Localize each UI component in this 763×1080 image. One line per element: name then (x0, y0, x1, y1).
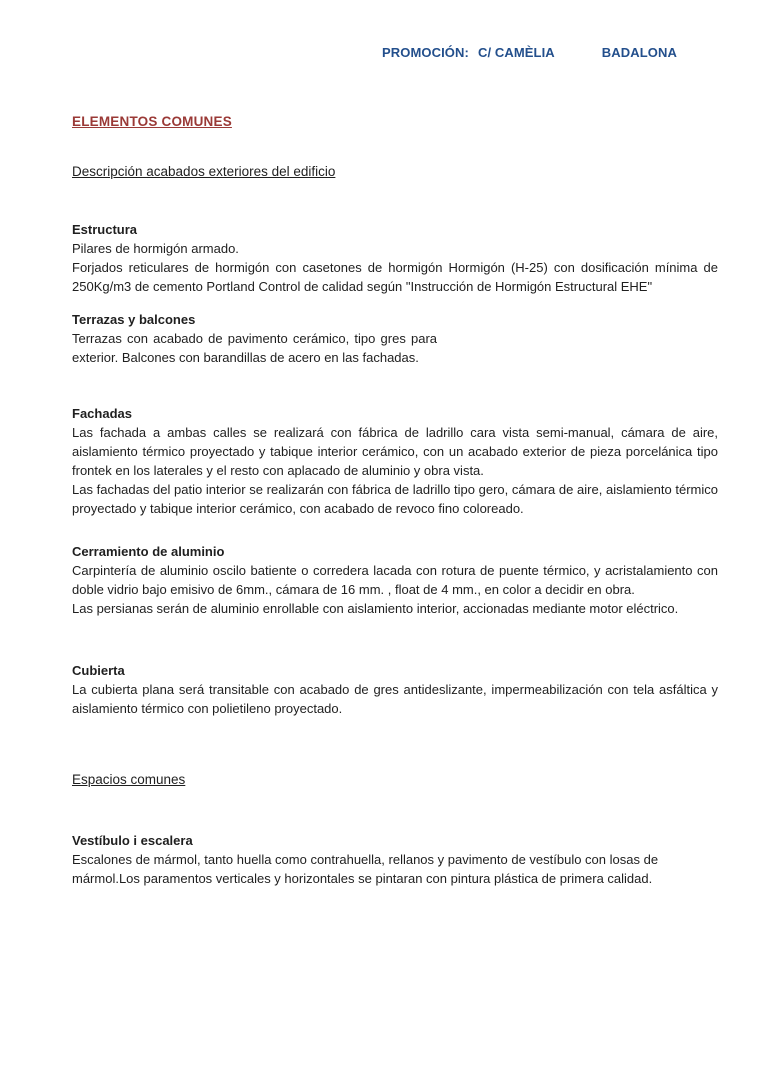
section-cubierta (72, 661, 718, 718)
section-vestibulo-escalera (72, 831, 718, 888)
section-terrazas-balcones (72, 310, 718, 367)
section-heading-cubierta: Cubierta (72, 663, 125, 678)
subtitle-espacios-comunes: Espacios comunes (72, 772, 186, 787)
promotion-label: PROMOCIÓN: (382, 45, 469, 60)
section-paragraph: Pilares de hormigón armado. (72, 241, 239, 256)
section-paragraph: La cubierta plana será transitable con acabado de gres antideslizante, impermeabilización con tela asfáltica y aislamiento térmico con polietileno proyectado. (72, 682, 718, 716)
section-paragraph: Forjados reticulares de hormigón con casetones de hormigón Hormigón (H-25) con dosificación mínima de 250Kg/m3 de cemento Portland Control de calidad según "Instrucción de Hormigón Estructural EHE" (72, 260, 718, 294)
section-heading-estructura: Estructura (72, 222, 138, 237)
section-paragraph: Terrazas con acabado de pavimento cerámico, tipo gres para exterior. Balcones con barandillas de acero en las fachadas. (72, 331, 437, 365)
section-heading-cerramiento: Cerramiento de aluminio (72, 544, 225, 559)
document-title: ELEMENTOS COMUNES (72, 114, 232, 129)
section-estructura (72, 220, 718, 296)
section-heading-vestibulo: Vestíbulo i escalera (72, 833, 193, 848)
section-paragraph: Escalones de mármol, tanto huella como contrahuella, rellanos y pavimento de vestíbulo con losas de mármol.Los paramentos verticales y horizontales se pintaran con pintura plástica de primera calidad. (72, 852, 659, 886)
section-paragraph: Las fachadas del patio interior se realizarán con fábrica de ladrillo tipo gero, cámara de aire, aislamiento térmico proyectado y tabique interior cerámico, con acabado de revoco fino coloreado. (72, 482, 718, 516)
doc-header (382, 45, 677, 60)
section-heading-fachadas: Fachadas (72, 406, 132, 421)
promotion-street: C/ CAMÈLIA (477, 45, 555, 60)
section-cerramiento-aluminio (72, 542, 718, 618)
section-heading-terrazas: Terrazas y balcones (72, 312, 196, 327)
section-paragraph: Las persianas serán de aluminio enrollable con aislamiento interior, accionadas mediante motor eléctrico. (72, 601, 679, 616)
section-fachadas (72, 404, 718, 518)
subtitle-acabados-exteriores: Descripción acabados exteriores del edificio (72, 164, 336, 179)
promotion-city: BADALONA (601, 45, 677, 60)
section-paragraph: Las fachada a ambas calles se realizará con fábrica de ladrillo cara vista semi-manual, cámara de aire, aislamiento térmico proyectado y tabique interior cerámico, con un acabado exterior de pieza porcelánica tipo frontek en los laterales y el resto con aplacado de aluminio y obra vista. (72, 425, 718, 478)
section-paragraph: Carpintería de aluminio oscilo batiente o corredera lacada con rotura de puente térmico, y acristalamiento con doble vidrio bajo emisivo de 6mm., cámara de 16 mm. , float de 4 mm., en color a decidir en obra. (72, 563, 718, 597)
